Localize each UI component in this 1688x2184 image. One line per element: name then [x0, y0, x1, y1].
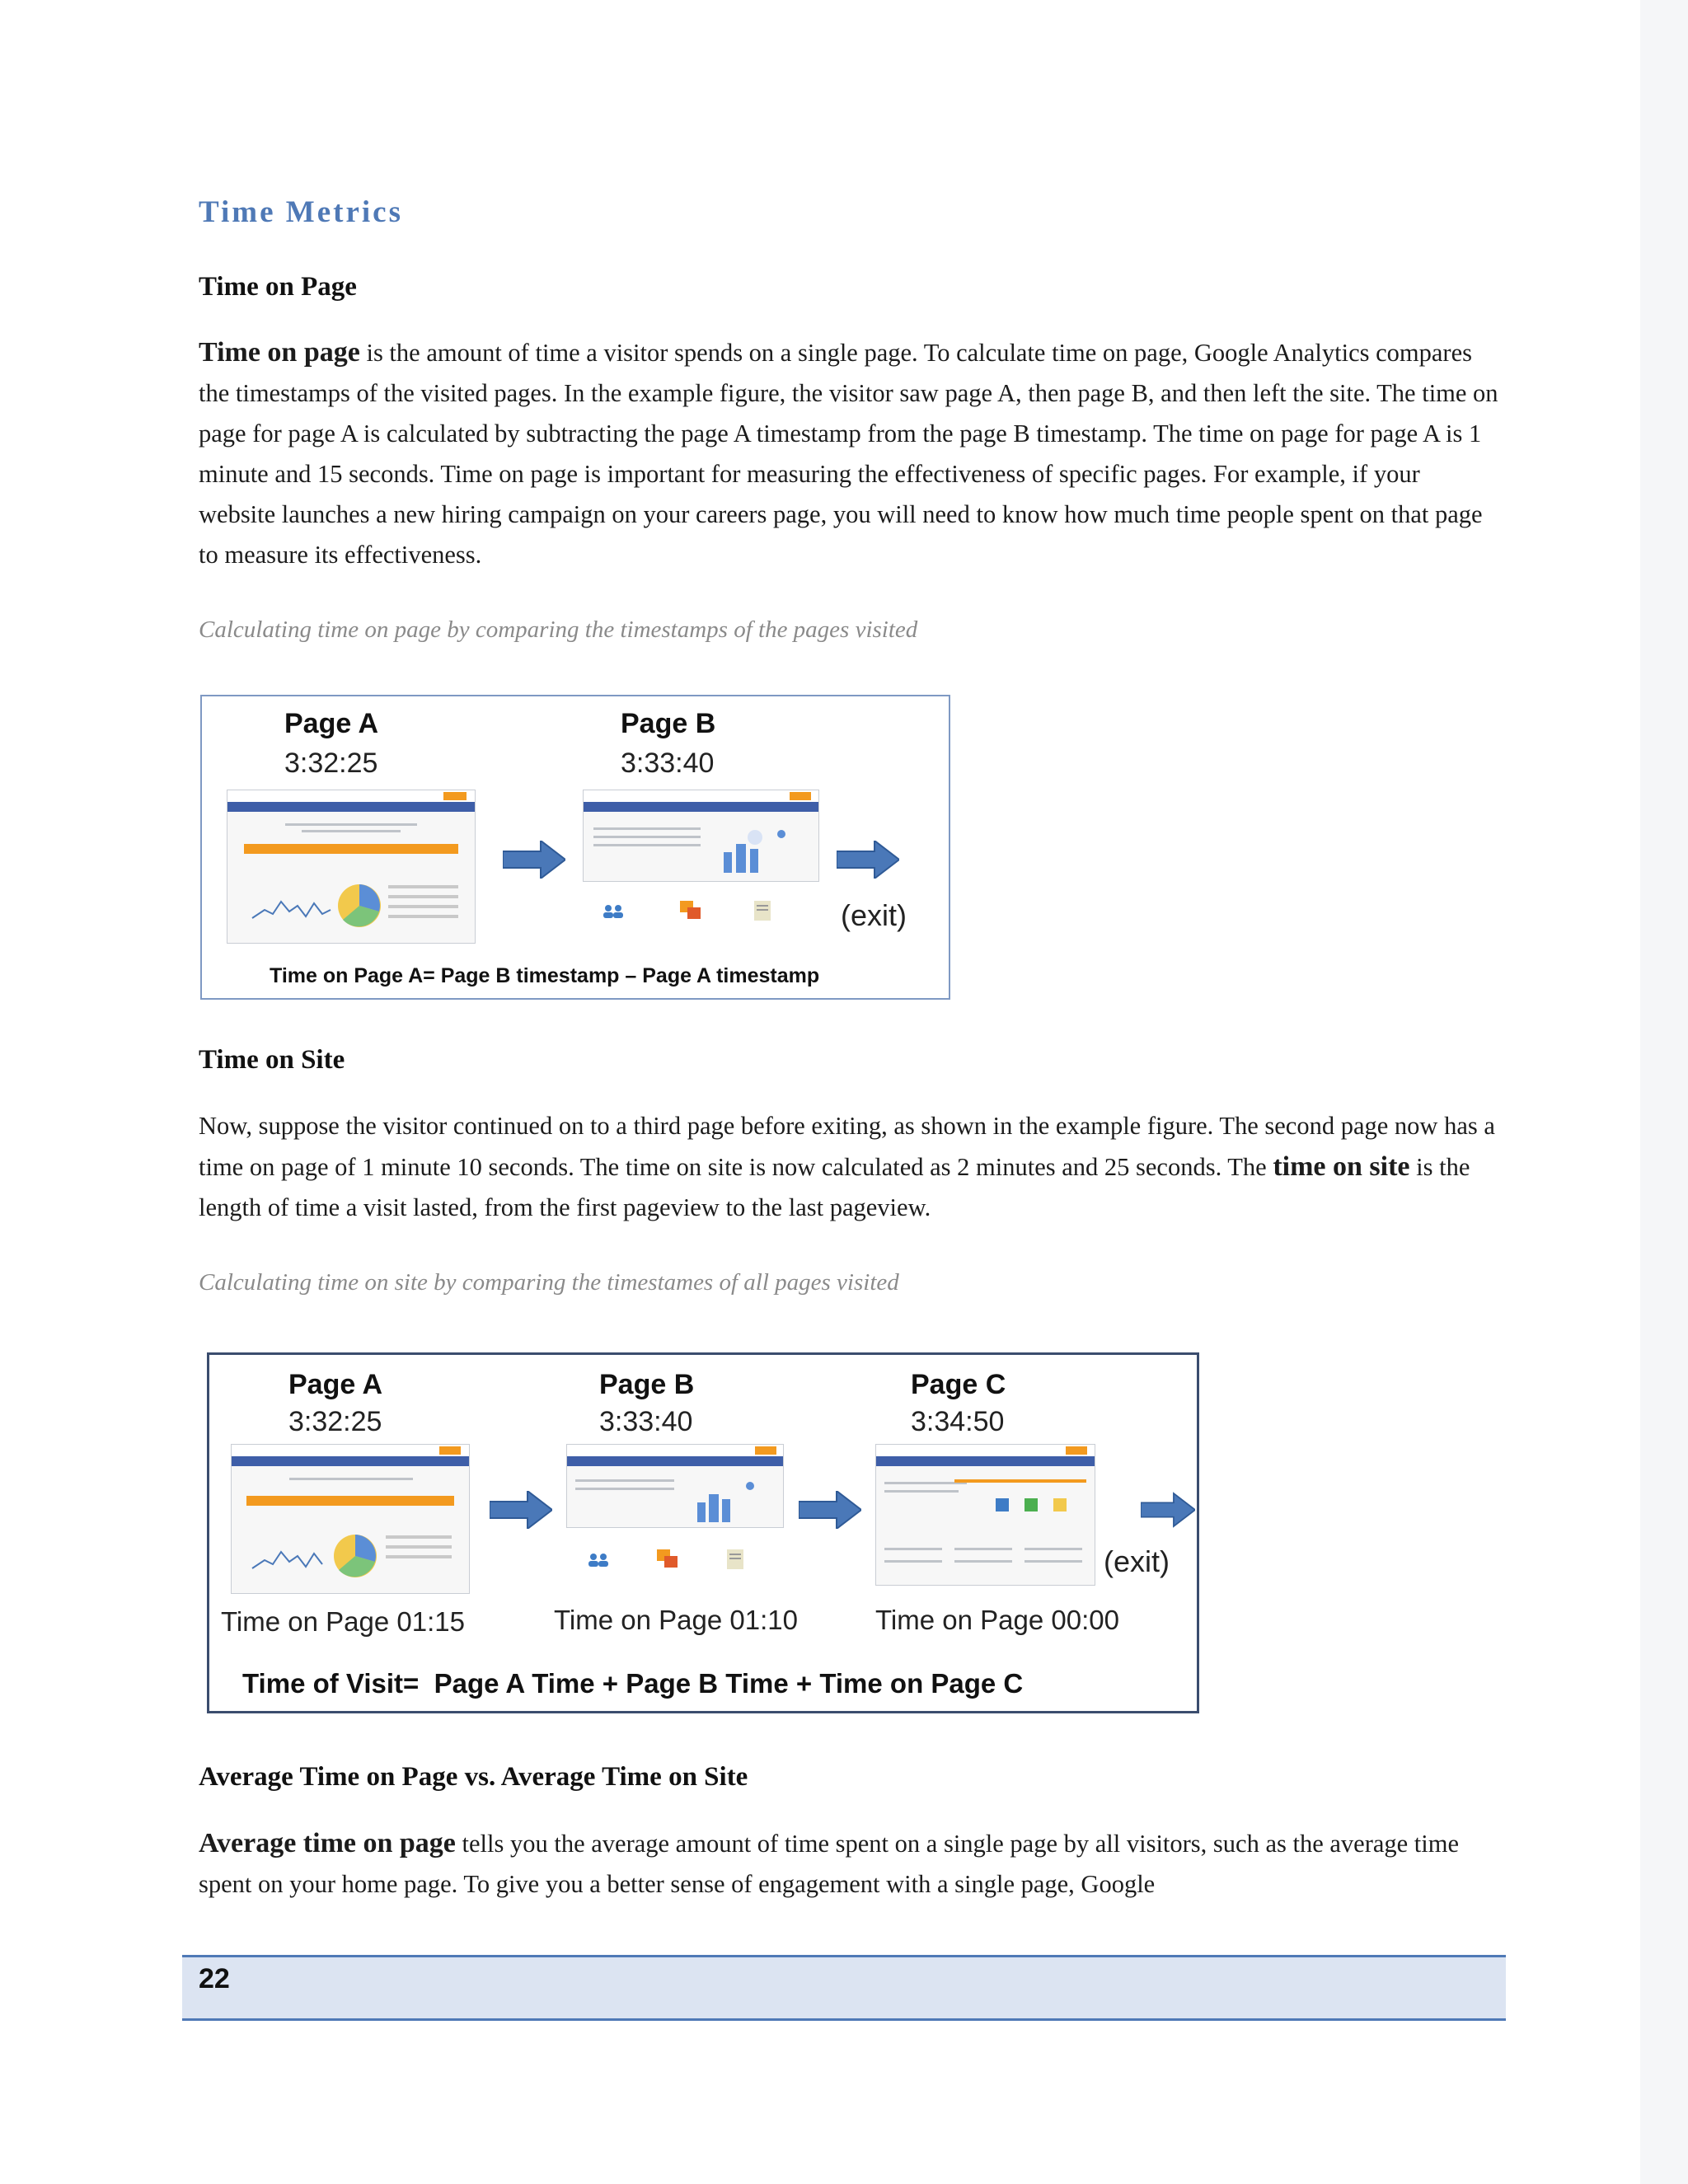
- paragraph-text: is the length of time a visit lasted, from the first pageview to the last pageview.: [199, 1153, 1470, 1221]
- arrow-right-icon: [490, 1491, 552, 1529]
- page-b-timestamp: 3:33:40: [599, 1406, 693, 1437]
- time-on-page-b: Time on Page 01:10: [554, 1605, 798, 1635]
- time-on-page-a: Time on Page 01:15: [221, 1606, 465, 1637]
- page-number: 22: [199, 1963, 230, 1994]
- users-icon: [587, 1553, 610, 1572]
- figure2-formula: Time of Visit= Page A Time + Page B Time + Time on Page C: [242, 1668, 1024, 1699]
- exit-label: (exit): [841, 898, 907, 932]
- page-a-timestamp: 3:32:25: [284, 748, 378, 779]
- heading-time-on-page: Time on Page: [199, 272, 357, 302]
- arrow-right-icon: [1141, 1491, 1195, 1529]
- users-icon: [602, 904, 625, 919]
- term-time-on-site: time on site: [1273, 1151, 1410, 1182]
- paragraph-average-time: [199, 1823, 1501, 1905]
- page-a-label: Page A: [288, 1369, 383, 1400]
- page-c-screenshot: [875, 1444, 1095, 1586]
- paragraph-text: tells you the average amount of time spent on a single page by all visitors, such as the average time spent on your home page. To give you a better sense of engagement with a single page, Google: [199, 1830, 1460, 1898]
- paragraph-text: is the amount of time a visitor spends on a single page. To calculate time on page, Google Analytics compares the timestamps of the visited pages. In the example figure, the visitor saw page A, then page B, and then left the site. The time on page for page A is calculated by subtracting the page A timestamp from the page B timestamp. The time on page for page A is 1 minute and 15 seconds. Time on page is important for measuring the effectiveness of specific pages. For example, if your website launches a new hiring campaign on your careers page, you will need to know how much time people spent on that page to measure its effectiveness.: [199, 339, 1498, 569]
- paragraph-time-on-site: [199, 1106, 1501, 1228]
- arrow-right-icon: [837, 841, 899, 879]
- page-c-timestamp: 3:34:50: [911, 1406, 1005, 1437]
- figure-time-on-site: [207, 1352, 1199, 1713]
- chat-icon: [657, 1549, 678, 1573]
- page-c-label: Page C: [911, 1369, 1006, 1400]
- footer-band: [182, 1955, 1506, 2021]
- page-a-screenshot: [231, 1444, 470, 1594]
- figure-caption-1: Calculating time on page by comparing the timestamps of the pages visited: [199, 616, 918, 643]
- heading-time-on-site: Time on Site: [199, 1045, 345, 1075]
- analytics-chart-thumbnail: [244, 869, 467, 935]
- arrow-right-icon: [799, 1491, 861, 1529]
- term-average-time-on-page: Average time on page: [199, 1828, 456, 1858]
- term-time-on-page: Time on page: [199, 337, 360, 368]
- heading-average-time: Average Time on Page vs. Average Time on Site: [199, 1762, 748, 1792]
- page-a-timestamp: 3:32:25: [288, 1406, 382, 1437]
- page-b-screenshot: [583, 790, 819, 882]
- paragraph-time-on-page: [199, 332, 1501, 575]
- page-b-label: Page B: [599, 1369, 695, 1400]
- page-a-label: Page A: [284, 708, 379, 739]
- arrow-right-icon: [503, 841, 565, 879]
- exit-label: (exit): [1104, 1544, 1170, 1578]
- section-title: Time Metrics: [199, 195, 403, 229]
- page-b-timestamp: 3:33:40: [621, 748, 715, 779]
- page-edge-shade: [1640, 0, 1688, 2184]
- document-icon: [727, 1549, 743, 1573]
- chat-icon: [680, 901, 701, 921]
- page-b-screenshot: [566, 1444, 784, 1528]
- document-icon: [754, 901, 771, 921]
- figure-caption-2: Calculating time on site by comparing the timestames of all pages visited: [199, 1269, 899, 1296]
- paragraph-text: Now, suppose the visitor continued on to a third page before exiting, as shown in the example figure. The second page now has a time on page of 1 minute 10 seconds. The time on site is now calculated as 2 minutes and 25 seconds. The: [199, 1112, 1495, 1181]
- page-a-screenshot: [227, 790, 476, 944]
- time-on-page-c: Time on Page 00:00: [875, 1605, 1119, 1635]
- figure-time-on-page: [200, 695, 950, 1000]
- figure1-formula: Time on Page A= Page B timestamp – Page A timestamp: [270, 964, 820, 987]
- page-b-label: Page B: [621, 708, 716, 739]
